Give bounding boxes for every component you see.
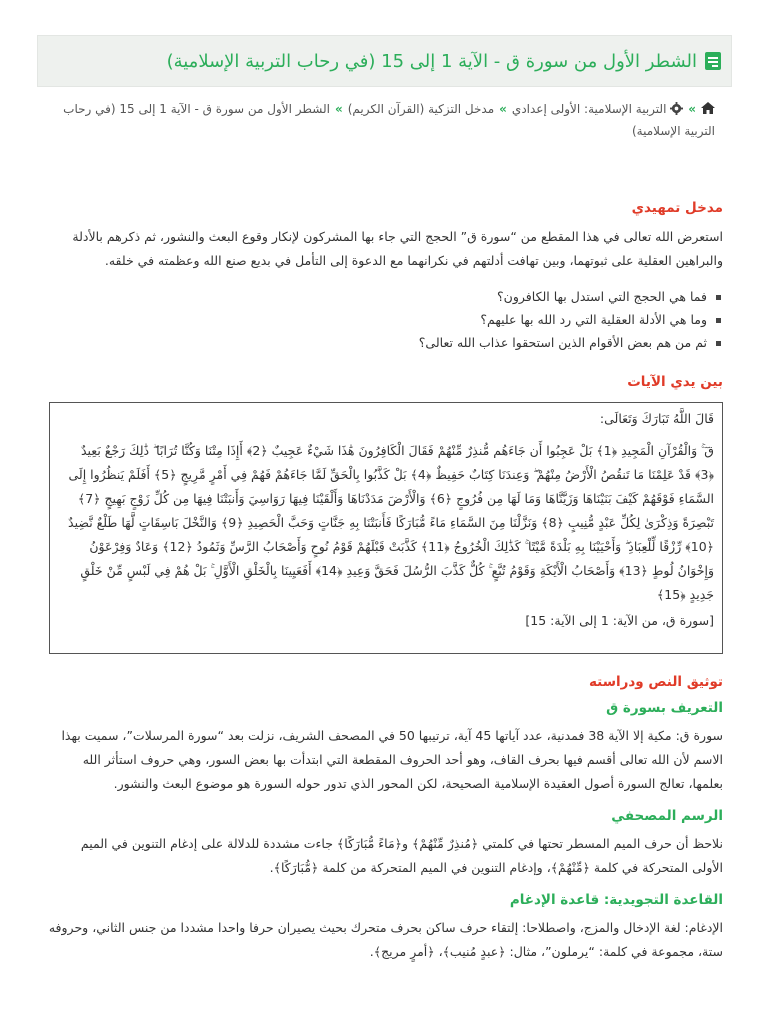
page-header — [37, 35, 732, 87]
home-icon[interactable] — [701, 102, 715, 114]
breadcrumb-item-current: الشطر الأول من سورة ق - الآية 1 إلى 15 (في رحاب التربية الإسلامية) — [63, 102, 715, 138]
question-list — [419, 285, 723, 354]
gear-icon — [670, 102, 683, 115]
intro-heading: مدخل تمهيدي — [631, 200, 723, 216]
page-title: الشطر الأول من سورة ق - الآية 1 إلى 15 (في رحاب التربية الإسلامية) — [166, 50, 697, 72]
list-item: ثم من هم بعض الأقوام الذين استحقوا عذاب الله تعالى؟ — [419, 331, 723, 354]
breadcrumb-separator: » — [499, 102, 507, 116]
tajweed-heading: القاعدة التجويدية: قاعدة الإدغام — [509, 892, 723, 908]
surah-definition-paragraph: سورة ق: مكية إلا الآية 38 فمدنية، عدد آياتها 45 آية، ترتيبها 50 في المصحف الشريف، نزلت بعد “سورة المرسلات”، سميت بهذا الاسم لأن الله تعالى أقسم فيها بحرف القاف، وهو أحد الحروف المقطعة التي ابتدأت بها بعض السور، وهي حروف استأثر الله بعلمها، تعالج السورة أصول العقيدة الإسلامية الصحيحة، لكن المحور الذي تدور حوله السورة هو موضوع البعث والنشور. — [61, 728, 723, 791]
breadcrumb-separator: » — [688, 102, 696, 116]
mushaf-script-heading: الرسم المصحفي — [611, 808, 723, 824]
breadcrumb-item-unit[interactable]: مدخل التزكية (القرآن الكريم) — [347, 102, 495, 116]
breadcrumb-separator: » — [334, 102, 343, 116]
tajweed-paragraph: الإدغام: لغة الإدخال والمزج، واصطلاحا: إلتقاء حرف ساكن بحرف متحرك بحيث يصيران حرفا واحدا مشددا من جنس الثاني، وحروفه ستة، مجموعة في كلمة: “يرملون”، مثال: ﴿عبدٍ مُنيب﴾، ﴿أمرٍ مريج﴾. — [48, 920, 723, 959]
breadcrumb — [55, 98, 715, 142]
breadcrumb-item-course[interactable]: التربية الإسلامية: الأولى إعدادي — [511, 102, 667, 116]
verses-opening: قَالَ اللَّهُ تَبَارَكَ وَتَعَالَى: — [599, 411, 714, 426]
verses-heading: بين يدي الآيات — [627, 374, 723, 390]
intro-paragraph: استعرض الله تعالى في هذا المقطع من “سورة ق” الحجج التي جاء بها المشركون لإنكار وقوع البعث والنشور، ثم ذكرهم بالأدلة والبراهين العقلية على ثبوتهما، وبين تهافت أدلتهم في نكرانهما مع الدعوة إلى التأمل في بديع صنع الله وعظمته في خلقه. — [72, 229, 723, 268]
list-item: وما هي الأدلة العقلية التي رد الله بها عليهم؟ — [419, 308, 723, 331]
study-heading: توثيق النص ودراسته — [589, 674, 723, 690]
verses-reference: [سورة ق، من الآية: 1 إلى الآية: 15] — [525, 613, 714, 628]
mushaf-script-paragraph: نلاحظ أن حرف الميم المسطر تحتها في كلمتي ﴿مُنذِرٌ مِّنْهُمْ﴾ و﴿مَاءً مُّبَارَكًا﴾ جاءت مشددة للدلالة على إدغام التنوين في الميم الأولى المتحركة في كلمة ﴿مِّنْهُمْ﴾، وإدغام التنوين في الميم المتحركة من كلمة ﴿مُّبَارَكًا﴾. — [80, 836, 723, 875]
verses-box — [49, 402, 723, 654]
document-icon — [705, 52, 721, 70]
list-item: فما هي الحجج التي استدل بها الكافرون؟ — [419, 285, 723, 308]
verses-text: قٓ ۚ وَالْقُرْآنِ الْمَجِيدِ ﴿1﴾ بَلْ عَجِبُوا أَن جَاءَهُم مُّنذِرٌ مِّنْهُمْ فَقَالَ الْكَافِرُونَ هَٰذَا شَيْءٌ عَجِيبٌ ﴿2﴾ أَإِذَا مِتْنَا وَكُنَّا تُرَابًا ۖ ذَٰلِكَ رَجْعٌ بَعِيدٌ ﴿3﴾ قَدْ عَلِمْنَا مَا تَنقُصُ الْأَرْضُ مِنْهُمْ ۖ وَعِندَنَا كِتَابٌ حَفِيظٌ ﴿4﴾ بَلْ كَذَّبُوا بِالْحَقِّ لَمَّا جَاءَهُمْ فَهُمْ فِي أَمْرٍ مَّرِيجٍ ﴿5﴾ أَفَلَمْ يَنظُرُوا إِلَى السَّمَاءِ فَوْقَهُمْ كَيْفَ بَنَيْنَاهَا وَزَيَّنَّاهَا وَمَا لَهَا مِن فُرُوجٍ ﴿6﴾ وَالْأَرْضَ مَدَدْنَاهَا وَأَلْقَيْنَا فِيهَا رَوَاسِيَ وَأَنبَتْنَا فِيهَا مِن كُلِّ زَوْجٍ بَهِيجٍ ﴿7﴾ تَبْصِرَةً وَذِكْرَىٰ لِكُلِّ عَبْدٍ مُّنِيبٍ ﴿8﴾ وَنَزَّلْنَا مِنَ السَّمَاءِ مَاءً مُّبَارَكًا فَأَنبَتْنَا بِهِ جَنَّاتٍ وَحَبَّ الْحَصِيدِ ﴿9﴾ وَالنَّخْلَ بَاسِقَاتٍ لَّهَا طَلْعٌ نَّضِيدٌ ﴿10﴾ رِّزْقًا لِّلْعِبَادِ ۖ وَأَحْيَيْنَا بِهِ بَلْدَةً مَّيْتًا ۚ كَذَٰلِكَ الْخُرُوجُ ﴿11﴾ كَذَّبَتْ قَبْلَهُمْ قَوْمُ نُوحٍ وَأَصْحَابُ الرَّسِّ وَثَمُودُ ﴿12﴾ وَعَادٌ وَفِرْعَوْنُ وَإِخْوَانُ لُوطٍ ﴿13﴾ وَأَصْحَابُ الْأَيْكَةِ وَقَوْمُ تُبَّعٍ ۚ كُلٌّ كَذَّبَ الرُّسُلَ فَحَقَّ وَعِيدِ ﴿14﴾ أَفَعَيِينَا بِالْخَلْقِ الْأَوَّلِ ۚ بَلْ هُمْ فِي لَبْسٍ مِّنْ خَلْقٍ جَدِيدٍ ﴿15﴾ — [68, 443, 714, 602]
surah-definition-heading: التعريف بسورة ق — [606, 700, 723, 716]
